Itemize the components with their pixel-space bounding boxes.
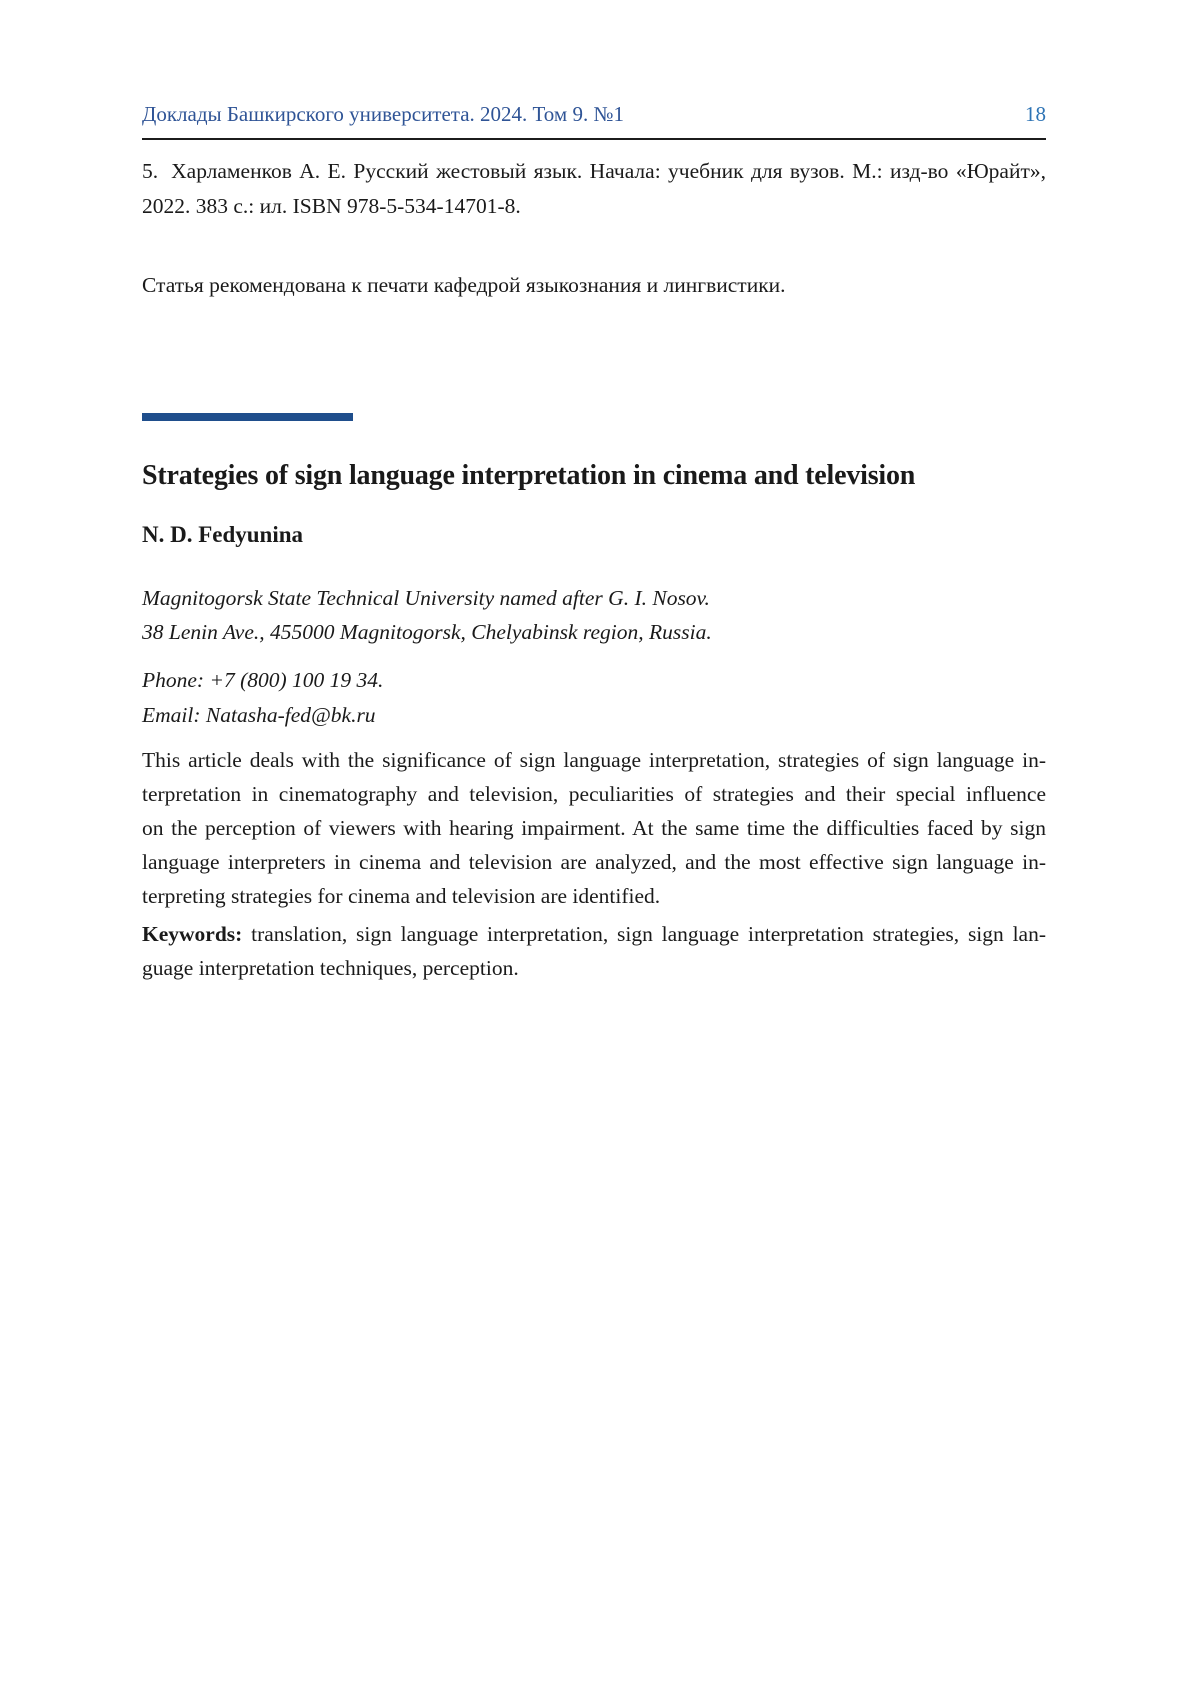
abstract-line: terpreting strategies for cinema and television are identified. [142, 884, 661, 908]
abstract-line: terpretation in cinematography and television, peculiarities of strategies and their special influence [142, 782, 1046, 806]
contact-block [142, 663, 1046, 733]
email-line: Email: Natasha-fed@bk.ru [142, 703, 376, 727]
affiliation-address: 38 Lenin Ave., 455000 Magnitogorsk, Chelyabinsk region, Russia. [142, 620, 712, 644]
page-number: 18 [1025, 102, 1046, 126]
page-header [142, 101, 1046, 128]
article-author: N. D. Fedyunina [142, 522, 304, 547]
recommendation-note: Статья рекомендована к печати кафедрой языкознания и лингвистики. [142, 273, 786, 297]
page-content [142, 0, 1046, 985]
affiliation-block [142, 581, 1046, 649]
journal-header-title: Доклады Башкирского университета. 2024. Том 9. №1 [142, 102, 624, 126]
keywords-paragraph [142, 917, 1046, 985]
abstract-line: language interpreters in cinema and television are analyzed, and the most effective sign language in- [142, 850, 1046, 874]
section-divider-bar [142, 413, 353, 421]
reference-line [142, 154, 1046, 189]
article-title: Strategies of sign language interpretation in cinema and television [142, 460, 916, 491]
abstract-line: This article deals with the significance of sign language interpretation, strategies of sign language in- [142, 748, 1046, 772]
reference-item [142, 154, 1046, 224]
affiliation-institution: Magnitogorsk State Technical University named after G. I. Nosov. [142, 586, 710, 610]
abstract-line: on the perception of viewers with hearing impairment. At the same time the difficulties faced by sign [142, 816, 1046, 840]
header-rule [142, 138, 1046, 140]
keywords-text: translation, sign language interpretation, sign language interpretation strategies, sign lan- [242, 922, 1046, 946]
phone-line: Phone: +7 (800) 100 19 34. [142, 668, 384, 692]
keywords-line: guage interpretation techniques, perception. [142, 956, 519, 980]
keywords-label: Keywords: [142, 922, 243, 946]
reference-line: 2022. 383 с.: ил. ISBN 978-5-534-14701-8. [142, 194, 521, 218]
abstract-paragraph [142, 743, 1046, 913]
reference-text: Харламенков А. Е. Русский жестовый язык. Начала: учебник для вузов. М.: изд-во «Юрайт», [171, 159, 1046, 183]
keywords-line [142, 917, 1046, 951]
reference-number: 5. [142, 159, 159, 183]
